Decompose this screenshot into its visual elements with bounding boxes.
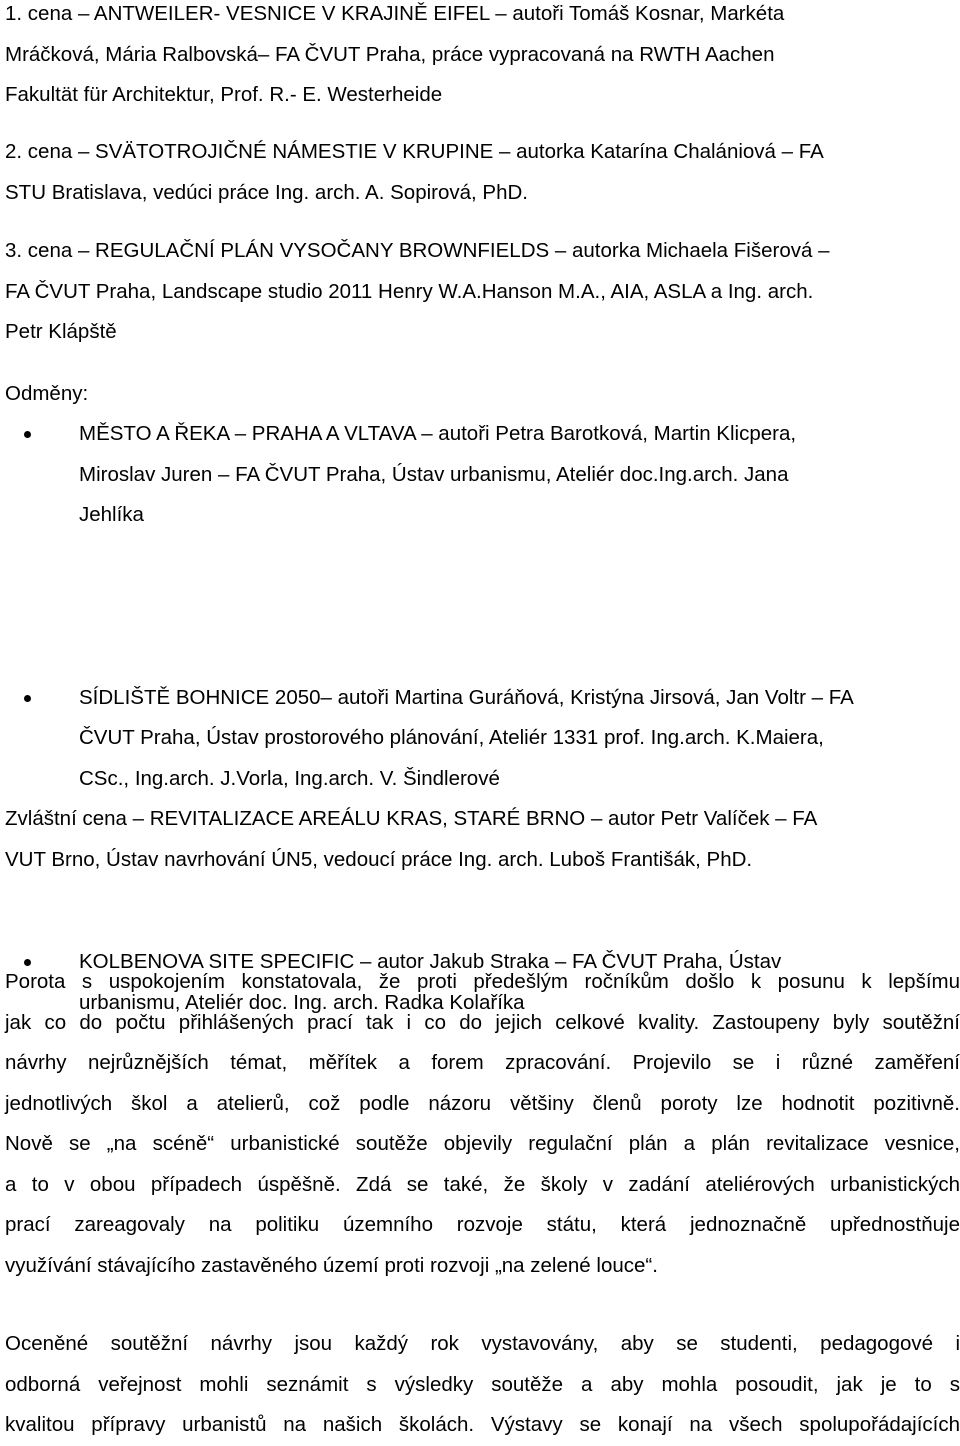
text-line: Oceněné soutěžní návrhy jsou každý rok vystavovány, aby se studenti, pedagogové i bbox=[5, 1332, 960, 1355]
text-line: VUT Brno, Ústav navrhování ÚN5, vedoucí práce Ing. arch. Luboš Františák, PhD. bbox=[5, 847, 753, 871]
text-line: STU Bratislava, vedúci práce Ing. arch. A. Sopirová, PhD. bbox=[5, 180, 528, 204]
text-line: jednotlivých škol a atelierů, což podle názoru většiny členů poroty lze hodnotit pozitivně. bbox=[5, 1091, 960, 1115]
text-line: 2. cena – SVÄTOTROJIČNÉ NÁMESTIE V KRUPINE – autorka Katarína Chalániová – FA bbox=[5, 140, 824, 163]
exhibition-paragraph bbox=[5, 1324, 960, 1446]
special-prize-paragraph bbox=[5, 799, 958, 880]
text-line: Jehlíka bbox=[79, 503, 144, 526]
text-line: 3. cena – REGULAČNÍ PLÁN VYSOČANY BROWNFIELDS – autorka Michaela Fišerová – bbox=[5, 239, 830, 262]
text-line: Porota s uspokojením konstatovala, že proti předešlým ročníkům došlo k posunu k lepšímu bbox=[5, 970, 960, 993]
rewards-heading: Odměny: bbox=[5, 382, 89, 405]
text-line: SÍDLIŠTĚ BOHNICE 2050– autoři Martina Guráňová, Kristýna Jirsová, Jan Voltr – FA bbox=[79, 685, 854, 709]
text-line: Petr Klápště bbox=[5, 320, 117, 343]
text-line: Mráčková, Mária Ralbovská– FA ČVUT Praha, práce vypracovaná na RWTH Aachen bbox=[5, 42, 775, 66]
text-line: FA ČVUT Praha, Landscape studio 2011 Henry W.A.Hanson M.A., AIA, ASLA a Ing. arch. bbox=[5, 279, 814, 303]
bullet-icon bbox=[24, 431, 31, 438]
reward-list-item bbox=[5, 414, 960, 536]
text-line: KOLBENOVA SITE SPECIFIC – autor Jakub Straka – FA ČVUT Praha, Ústav bbox=[79, 950, 782, 973]
text-line: Nově se „na scéně“ urbanistické soutěže objevily regulační plán a plán revitalizace vesnice, bbox=[5, 1132, 960, 1155]
reward-list-item bbox=[5, 678, 960, 800]
bullet-icon bbox=[24, 695, 31, 702]
second-prize-paragraph bbox=[5, 132, 958, 213]
text-line: využívání stávajícího zastavěného území proti rozvoji „na zelené louce“. bbox=[5, 1253, 658, 1277]
text-line: Zvláštní cena – REVITALIZACE AREÁLU KRAS, STARÉ BRNO – autor Petr Valíček – FA bbox=[5, 807, 818, 830]
jury-paragraph bbox=[5, 962, 960, 1286]
text-line: kvalitou přípravy urbanistů na našich školách. Výstavy se konají na všech spolupořádajících bbox=[5, 1413, 960, 1436]
text-line: odborná veřejnost mohli seznámit s výsledky soutěže a aby mohla posoudit, jak je to s bbox=[5, 1372, 960, 1396]
text-line: návrhy nejrůznějších témat, měřítek a forem zpracování. Projevilo se i různé zaměření bbox=[5, 1051, 960, 1074]
text-line: 1. cena – ANTWEILER- VESNICE V KRAJINĚ EIFEL – autoři Tomáš Kosnar, Markéta bbox=[5, 2, 785, 25]
text-line: MĚSTO A ŘEKA – PRAHA A VLTAVA – autoři Petra Barotková, Martin Klicpera, bbox=[79, 422, 797, 445]
text-line: CSc., Ing.arch. J.Vorla, Ing.arch. V. Šindlerové bbox=[79, 766, 500, 790]
text-line: ČVUT Praha, Ústav prostorového plánování, Ateliér 1331 prof. Ing.arch. K.Maiera, bbox=[79, 726, 824, 749]
text-line: jak co do počtu přihlášených prací tak i co do jejich celkové kvality. Zastoupeny byly soutěžní bbox=[5, 1010, 960, 1034]
text-line: prací zareagovaly na politiku územního rozvoje státu, která jednoznačně upřednostňuje bbox=[5, 1213, 960, 1236]
text-line: urbanismu, Ateliér doc. Ing. arch. Radka Kolaříka bbox=[79, 990, 525, 1014]
text-line: Fakultät für Architektur, Prof. R.- E. Westerheide bbox=[5, 83, 443, 106]
text-line: a to v obou případech úspěšně. Zdá se také, že školy v zadání ateliérových urbanistických bbox=[5, 1172, 960, 1196]
text-line: Miroslav Juren – FA ČVUT Praha, Ústav urbanismu, Ateliér doc.Ing.arch. Jana bbox=[79, 462, 789, 486]
first-prize-paragraph bbox=[5, 0, 958, 116]
third-prize-paragraph bbox=[5, 231, 958, 353]
